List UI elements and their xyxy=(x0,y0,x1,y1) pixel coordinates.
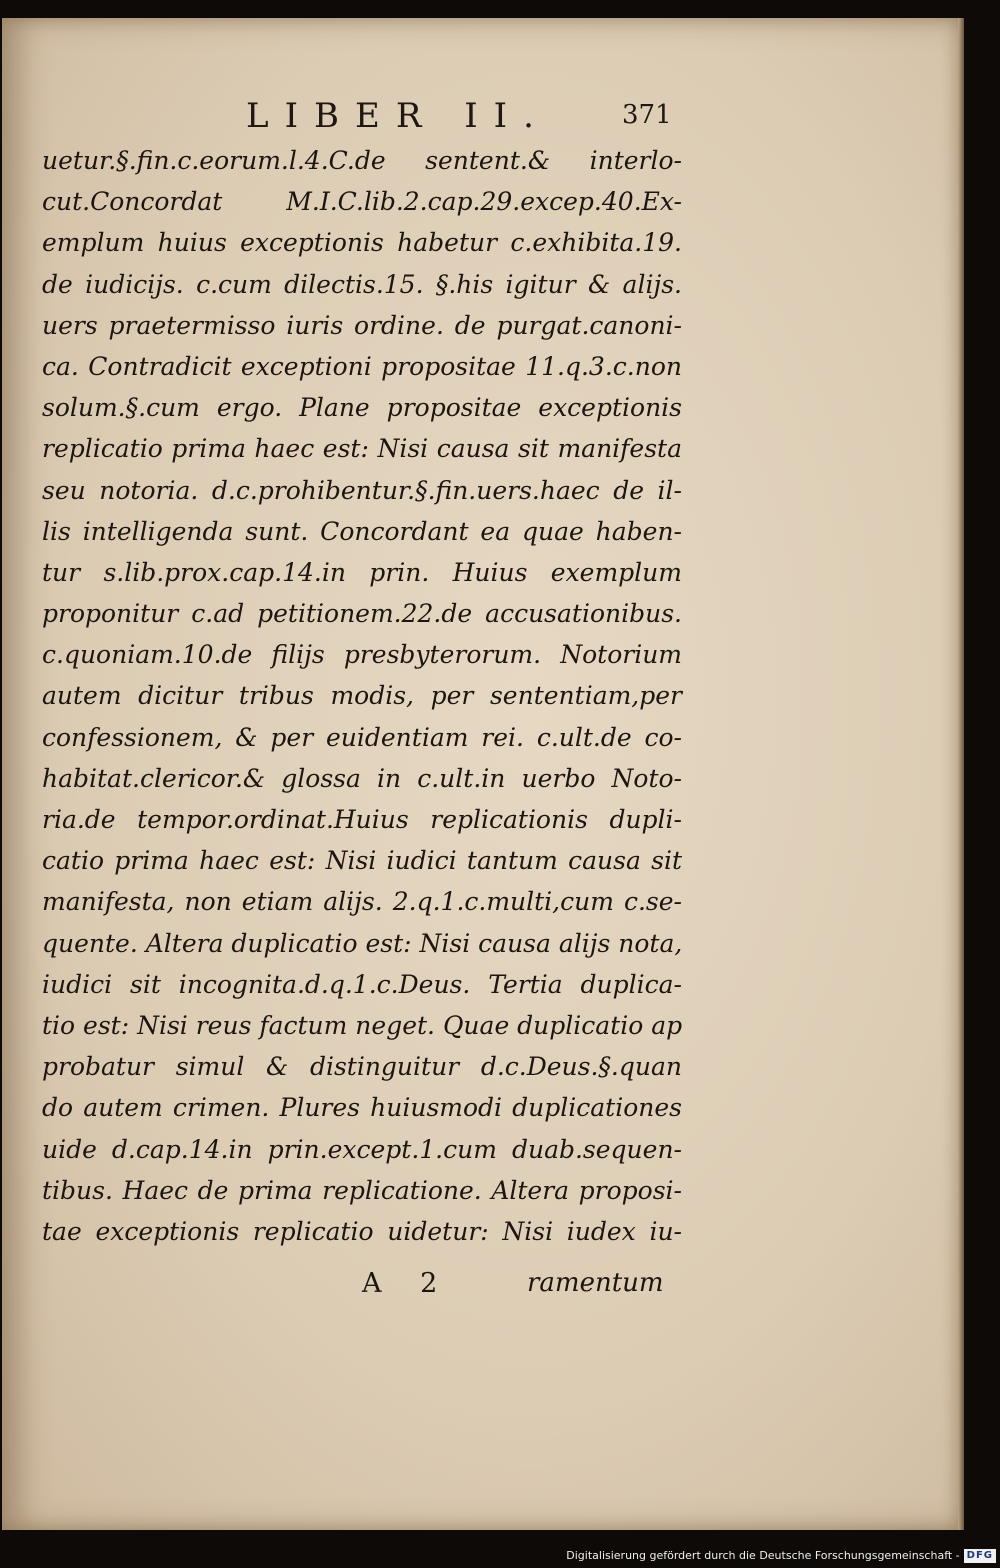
text-line: tio est: Nisi reus factum neget. Quae duplicatio ap xyxy=(42,1010,683,1040)
text-line: tibus. Haec de prima replicatione. Altera proposi- xyxy=(42,1175,682,1205)
text-line: cut.Concordat M.I.C.lib.2.cap.29.excep.40.Ex- xyxy=(42,187,682,217)
page-footer xyxy=(0,1268,1000,1312)
running-head xyxy=(0,96,1000,140)
text-line: ria.de tempor.ordinat.Huius replicationis dupli- xyxy=(42,805,682,834)
dfg-logo-icon: DFG xyxy=(964,1549,996,1563)
digitization-credit xyxy=(558,1544,1000,1568)
text-line: proponitur c.ad petitionem.22.de accusationibus. xyxy=(42,599,682,629)
text-line: do autem crimen. Plures huiusmodi duplicationes xyxy=(42,1093,682,1123)
text-line: manifesta, non etiam alijs. 2.q.1.c.multi,cum c.se- xyxy=(42,887,682,917)
text-line: solum.§.cum ergo. Plane propositae exceptionis xyxy=(42,393,682,423)
text-line: confessionem, & per euidentiam rei. c.ult.de co- xyxy=(42,722,682,752)
running-title: LIBER II. xyxy=(246,96,550,136)
text-line: tur s.lib.prox.cap.14.in prin. Huius exemplum xyxy=(42,557,682,587)
text-line: autem dicitur tribus modis, per sententiam,per xyxy=(42,681,682,711)
text-line: emplum huius exceptionis habetur c.exhibita.19. xyxy=(42,228,682,258)
text-line: de iudicijs. c.cum dilectis.15. §.his igitur & alijs. xyxy=(42,269,682,299)
catchword: ramentum xyxy=(527,1268,664,1298)
signature-mark: A 2 xyxy=(362,1268,438,1299)
credit-text: Digitalisierung gefördert durch die Deutsche Forschungsgemeinschaft - xyxy=(566,1549,960,1562)
text-line: tae exceptionis replicatio uidetur: Nisi iudex iu- xyxy=(42,1216,682,1246)
text-line: seu notoria. d.c.prohibentur.§.fin.uers.haec de il- xyxy=(42,475,682,505)
text-line: iudici sit incognita.d.q.1.c.Deus. Tertia duplica- xyxy=(42,969,682,999)
text-line: quente. Altera duplicatio est: Nisi causa alijs nota, xyxy=(42,928,683,958)
text-line: habitat.clericor.& glossa in c.ult.in uerbo Noto- xyxy=(42,763,682,793)
text-line: catio prima haec est: Nisi iudici tantum causa sit xyxy=(42,846,682,876)
text-line: lis intelligenda sunt. Concordant ea quae haben- xyxy=(42,516,682,546)
text-line: uetur.§.fin.c.eorum.l.4.C.de sentent.& interlo- xyxy=(42,146,682,175)
text-line: probatur simul & distinguitur d.c.Deus.§.quan xyxy=(42,1052,682,1082)
page-number: 371 xyxy=(622,100,672,130)
text-line: replicatio prima haec est: Nisi causa sit manifesta xyxy=(42,434,682,464)
text-block xyxy=(42,140,682,1252)
text-line: uide d.cap.14.in prin.except.1.cum duab.sequen- xyxy=(42,1134,682,1164)
text-line: c.quoniam.10.de filijs presbyterorum. Notorium xyxy=(42,640,682,670)
text-line: uers praetermisso iuris ordine. de purgat.canoni- xyxy=(42,310,682,340)
text-line: ca. Contradicit exceptioni propositae 11.q.3.c.non xyxy=(42,351,682,381)
